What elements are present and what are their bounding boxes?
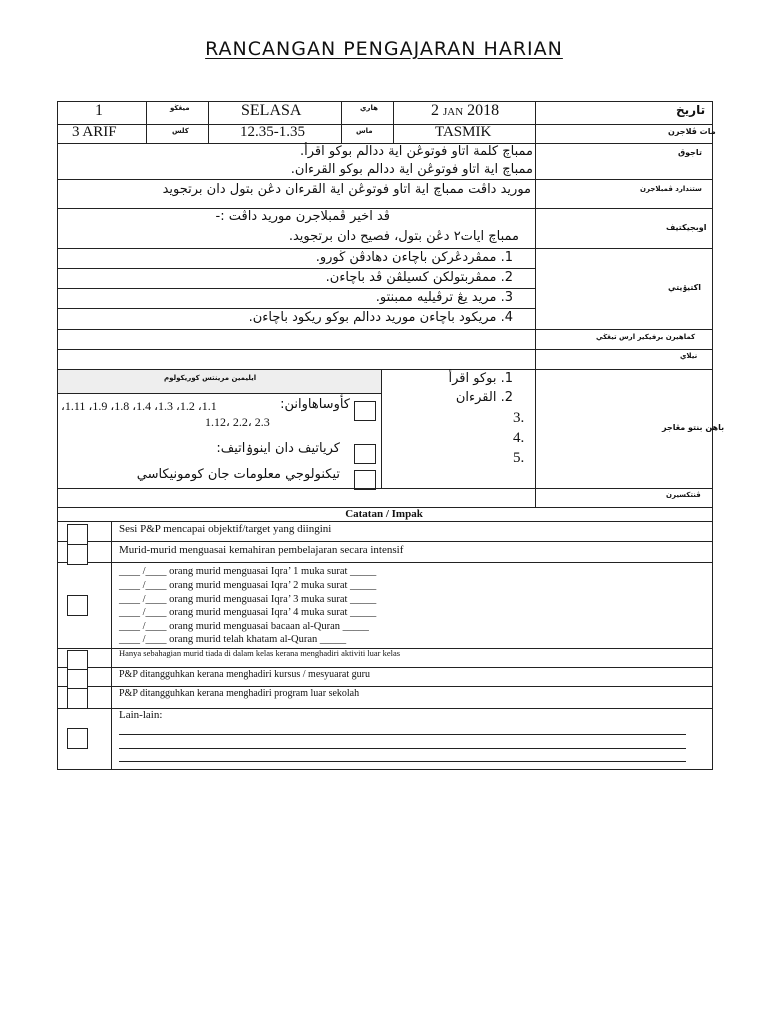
learning-standard: موريد داڤت ممباچ اية اتاو فوتوڠن اية القرءان دڠن بتول دان برتجويد [162, 182, 531, 197]
ict-checkbox[interactable] [354, 470, 376, 490]
row-checkbox[interactable] [67, 544, 88, 565]
notes-row-others: Lain-lain: [119, 709, 163, 721]
week-label: ميڠڬو [170, 104, 190, 112]
topic-label: تاجوق [678, 148, 702, 157]
row-checkbox[interactable] [67, 524, 88, 545]
week-number: 1 [95, 102, 103, 119]
assessment-label: ڤنتكسيرن [666, 491, 701, 499]
notes-row-program: P&P ditangguhkan kerana menghadiri program luar sekolah [119, 688, 360, 699]
entrepreneurship-codes-line-2: 1.12، 2.2، 2.3 [205, 415, 270, 429]
class-value: 3 ARIF [72, 124, 117, 140]
topic-line-1: ممباچ كلمة اتاو فوتوڠن اية ددالم بوكو اقرأ. [299, 144, 533, 159]
material-item: 2. القرءان [455, 390, 513, 405]
time-value: 12.35-1.35 [240, 124, 305, 140]
date-value: 2 JAN 2018 [431, 102, 500, 119]
iqra-line: ____ /____ orang murid menguasai Iqra’ 3 muka surat _____ [119, 594, 377, 605]
row-checkbox[interactable] [67, 595, 88, 616]
learning-standard-label: ستندارد ڤمبلاجرن [640, 185, 702, 193]
materials-label: باهن بنتو مڠاجر [662, 423, 725, 432]
objective-line-2: ممباچ ايات٢ دڠن بتول، فصيح دان برتجويد. [288, 229, 519, 244]
subject-value: TASMIK [435, 124, 492, 140]
notes-row-course: P&P ditangguhkan kerana menghadiri kursus / mesyuarat guru [119, 669, 370, 680]
values-label: نيلاي [680, 352, 698, 360]
entrepreneurship-label: كأوساهاوانن: [280, 397, 350, 412]
others-writing-line[interactable] [119, 748, 686, 749]
objective-label: اوبجيكتيف [666, 223, 707, 232]
notes-row-objective: Sesi P&P mencapai objektif/target yang diingini [119, 523, 332, 535]
iqra-line: ____ /____ orang murid menguasai bacaan al-Quran _____ [119, 621, 369, 632]
subject-label: مات ڤلاجرن [668, 127, 716, 136]
material-item: 3. [513, 410, 525, 426]
iqra-line: ____ /____ orang murid menguasai Iqra’ 1 muka surat _____ [119, 566, 377, 577]
iqra-line: ____ /____ orang murid menguasai Iqra’ 2 muka surat _____ [119, 580, 377, 591]
entrepreneurship-checkbox[interactable] [354, 401, 376, 421]
cross-curricular-header: ايليمين مرينتس كوريكولوم [164, 374, 257, 382]
hots-label: كماهيرن برفيكير ارس تيڠڬي [596, 333, 696, 341]
row-checkbox[interactable] [67, 728, 88, 749]
day-label: هاري [360, 104, 378, 112]
date-label: تاريخ [676, 103, 706, 117]
material-item: 4. [513, 430, 525, 446]
activity-label: اكتيۏيتي [668, 283, 701, 292]
page-title: RANCANGAN PENGAJARAN HARIAN [205, 38, 563, 60]
others-writing-line[interactable] [119, 734, 686, 735]
row-checkbox[interactable] [67, 669, 88, 690]
notes-row-absent: Hanya sebahagian murid tiada di dalam kelas kerana menghadiri aktiviti luar kelas [119, 648, 401, 658]
topic-line-2: ممباچ اية اتاو فوتوڠن اية ددالم بوكو القرءان. [290, 162, 533, 177]
material-item: 5. [513, 450, 525, 466]
activity-item: 2. ممڤربتولكن كسيلڤن ڤد باچاءن. [325, 270, 513, 285]
activity-item: 1. ممڤردڠركن باچاءن دهادڤن ڬورو. [315, 250, 513, 265]
time-label: ماس [356, 127, 373, 135]
row-checkbox[interactable] [67, 688, 88, 709]
class-label: كلس [172, 127, 189, 135]
iqra-line: ____ /____ orang murid menguasai Iqra’ 4 muka surat _____ [119, 607, 377, 618]
iqra-line: ____ /____ orang murid telah khatam al-Quran _____ [119, 634, 347, 645]
objective-line-1: ڤد اخير ڤمبلاجرن موريد داڤت :- [215, 209, 390, 224]
creativity-label: كرياتيف دان اينوۏاتيف: [216, 441, 340, 456]
activity-item: 3. مريد يڠ ترڤيليه ممبنتو. [375, 290, 513, 305]
notes-row-skills: Murid-murid menguasai kemahiran pembelajaran secara intensif [119, 544, 404, 556]
entrepreneurship-codes-line-1: 1.1، 1.2، 1.3، 1.4، 1.8، 1.9، 1.11، [61, 399, 217, 413]
activity-item: 4. مريكود باچاءن موريد ددالم بوكو ريكود باچاءن. [248, 310, 513, 325]
material-item: 1. بوكو اقرأ [448, 371, 513, 386]
row-checkbox[interactable] [67, 650, 88, 671]
others-writing-line[interactable] [119, 761, 686, 762]
day-value: SELASA [241, 102, 302, 119]
notes-header: Catatan / Impak [345, 508, 423, 520]
ict-label: تيكنولوجي معلومات جان كومونيكاسي [136, 467, 340, 482]
creativity-checkbox[interactable] [354, 444, 376, 464]
